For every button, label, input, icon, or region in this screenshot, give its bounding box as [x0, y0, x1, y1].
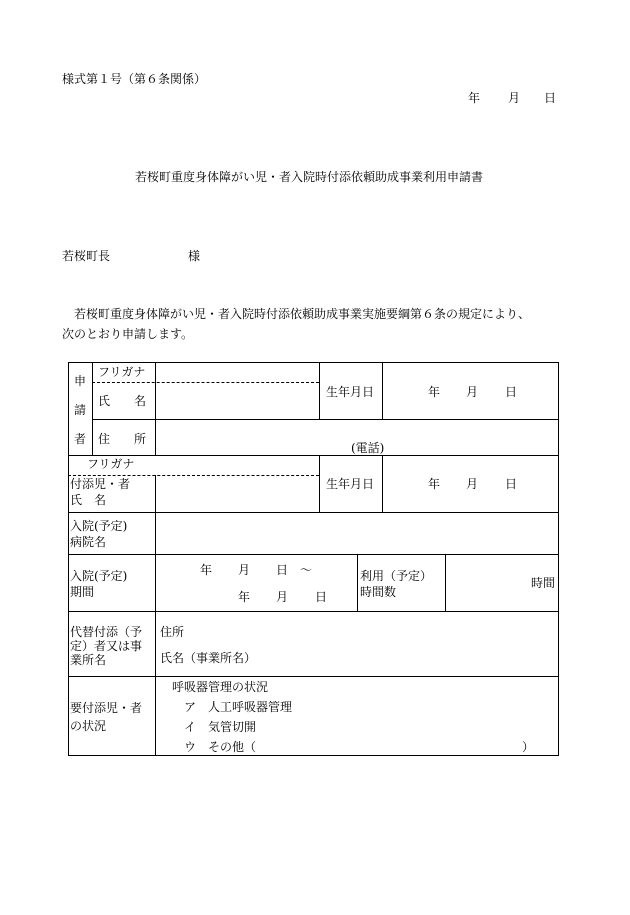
status-label-1: 要付添児・者 [70, 701, 143, 715]
substitute-address-field[interactable] [186, 613, 556, 641]
substitute-name-label: 氏名（事業所名） [160, 651, 257, 665]
attendee-birth-day: 日 [505, 477, 518, 491]
addressee-name: 若桜町長 [62, 249, 111, 263]
applicant-name-field[interactable] [156, 384, 318, 418]
respiratory-heading: 呼吸器管理の状況 [172, 680, 269, 694]
date-year-label: 年 [468, 91, 481, 105]
period-start-month: 月 [238, 563, 251, 577]
substitute-label-1: 代替付添（予 [70, 625, 143, 639]
applicant-label-1: 申 [74, 374, 87, 388]
attendee-label-1: 付添児・者 [70, 477, 131, 491]
attendee-label-2: 氏 名 [70, 493, 107, 507]
period-start-year: 年 [200, 563, 213, 577]
period-start-field[interactable] [156, 555, 356, 583]
period-label-1: 入院(予定) [70, 569, 128, 583]
attendee-furigana-field[interactable] [156, 456, 318, 474]
applicant-furigana-field[interactable] [156, 363, 318, 381]
period-end-day: 日 [315, 590, 328, 604]
option-u-other-field[interactable] [262, 738, 520, 754]
option-u-close-paren: ） [522, 740, 535, 754]
period-tilde: ～ [300, 563, 313, 577]
substitute-address-label: 住所 [160, 625, 185, 639]
body-text-line-1: 若桜町重度身体障がい児・者入院時付添依頼助成事業実施要綱第６条の規定により、 [74, 307, 531, 321]
applicant-label-3: 者 [74, 432, 87, 446]
date-day-label: 日 [544, 91, 557, 105]
period-label-2: 期間 [70, 585, 95, 599]
status-label-2: の状況 [70, 719, 107, 733]
applicant-birth-day: 日 [505, 385, 518, 399]
hours-label-1: 利用（予定） [360, 569, 433, 583]
applicant-label-2: 請 [74, 403, 87, 417]
attendee-birthdate-label: 生年月日 [326, 477, 375, 491]
hospital-label-2: 病院名 [70, 535, 107, 549]
hospital-label-1: 入院(予定) [70, 519, 128, 533]
substitute-label-3: 業所名 [70, 653, 107, 667]
attendee-furigana-label: フリガナ [87, 457, 135, 471]
hospital-name-field[interactable] [156, 513, 558, 554]
date-month-label: 月 [508, 91, 521, 105]
applicant-birthdate-field[interactable] [383, 363, 558, 419]
hours-label-2: 時間数 [360, 585, 397, 599]
hours-unit: 時間 [531, 576, 556, 590]
addressee-honorific: 様 [188, 249, 201, 263]
applicant-address-label: 住 所 [98, 432, 147, 446]
applicant-birth-year: 年 [428, 385, 441, 399]
form-number: 様式第１号（第６条関係） [62, 72, 207, 86]
applicant-name-label: 氏 名 [98, 394, 147, 408]
period-end-year: 年 [238, 590, 251, 604]
period-start-day: 日 [276, 563, 289, 577]
attendee-name-field[interactable] [156, 476, 318, 511]
option-a-ventilator[interactable]: ア 人工呼吸器管理 [184, 700, 293, 714]
attendee-birth-month: 月 [466, 477, 479, 491]
option-u-other[interactable]: ウ その他（ [184, 740, 257, 754]
applicant-phone-label: (電話) [351, 441, 385, 455]
applicant-birthdate-label: 生年月日 [326, 385, 375, 399]
substitute-label-2: 定）者又は事 [70, 639, 143, 653]
period-end-month: 月 [276, 590, 289, 604]
document-title: 若桜町重度身体障がい児・者入院時付添依頼助成事業利用申請書 [135, 170, 484, 184]
body-text-line-2: 次のとおり申請します。 [62, 327, 194, 341]
option-i-tracheostomy[interactable]: イ 気管切開 [184, 720, 257, 734]
attendee-birth-year: 年 [428, 477, 441, 491]
substitute-name-field[interactable] [256, 643, 556, 673]
applicant-furigana-label: フリガナ [98, 365, 146, 379]
applicant-birth-month: 月 [466, 385, 479, 399]
attendee-birthdate-field[interactable] [383, 456, 558, 512]
